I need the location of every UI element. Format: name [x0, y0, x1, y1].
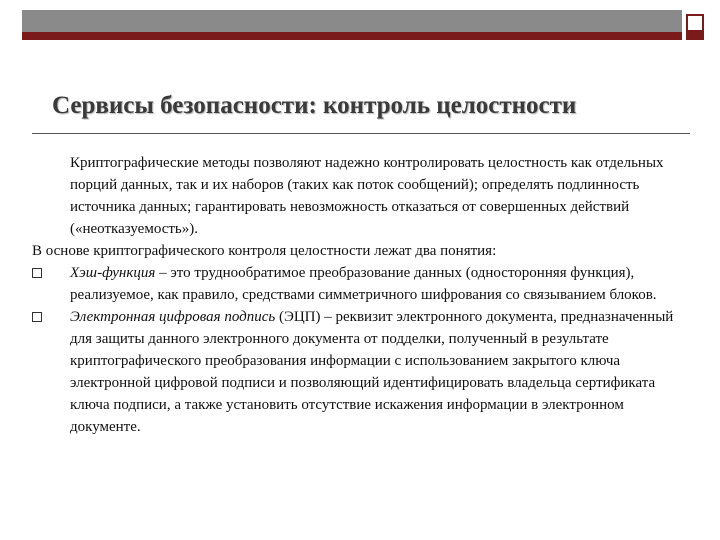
- corner-accent-decoration: [686, 32, 704, 40]
- square-bullet-icon: [32, 312, 42, 322]
- intro-paragraph: Криптографические методы позволяют надежно контролировать целостность как отдельных порций данных, так и их наборов (таких как поток сообщений); определять подлинность источника данных; гарантировать невозможность отказаться от совершенных действий («неотказуемость»).: [70, 155, 664, 237]
- bullet-text: – это труднообратимое преобразование данных (односторонняя функция), реализуемое, как правило, средствами симметричного шифрования со связыванием блоков.: [70, 265, 657, 303]
- slide-body: [32, 152, 682, 438]
- title-divider: [32, 133, 690, 134]
- slide-title: Сервисы безопасности: контроль целостности: [52, 92, 577, 119]
- bullet-item-signature: [32, 306, 682, 438]
- bullet-item-hash: [32, 262, 682, 306]
- bullet-term: Электронная цифровая подпись: [70, 309, 276, 325]
- corner-square-decoration: [686, 14, 704, 32]
- bullet-term: Хэш-функция: [70, 265, 156, 281]
- lead-paragraph: В основе криптографического контроля целостности лежат два понятия:: [32, 243, 497, 259]
- top-bar: [22, 10, 682, 32]
- square-bullet-icon: [32, 268, 42, 278]
- bullet-text: (ЭЦП) – реквизит электронного документа, предназначенный для защиты данного электронного документа от подделки, полученный в результате криптографического преобразования информации с использованием закрытого ключа электронной цифровой подписи и позволяющий идентифицировать владельца сертификата ключа подписи, а также установить отсутствие искажения информации в электронном документе.: [70, 309, 674, 435]
- top-accent-bar: [22, 32, 682, 40]
